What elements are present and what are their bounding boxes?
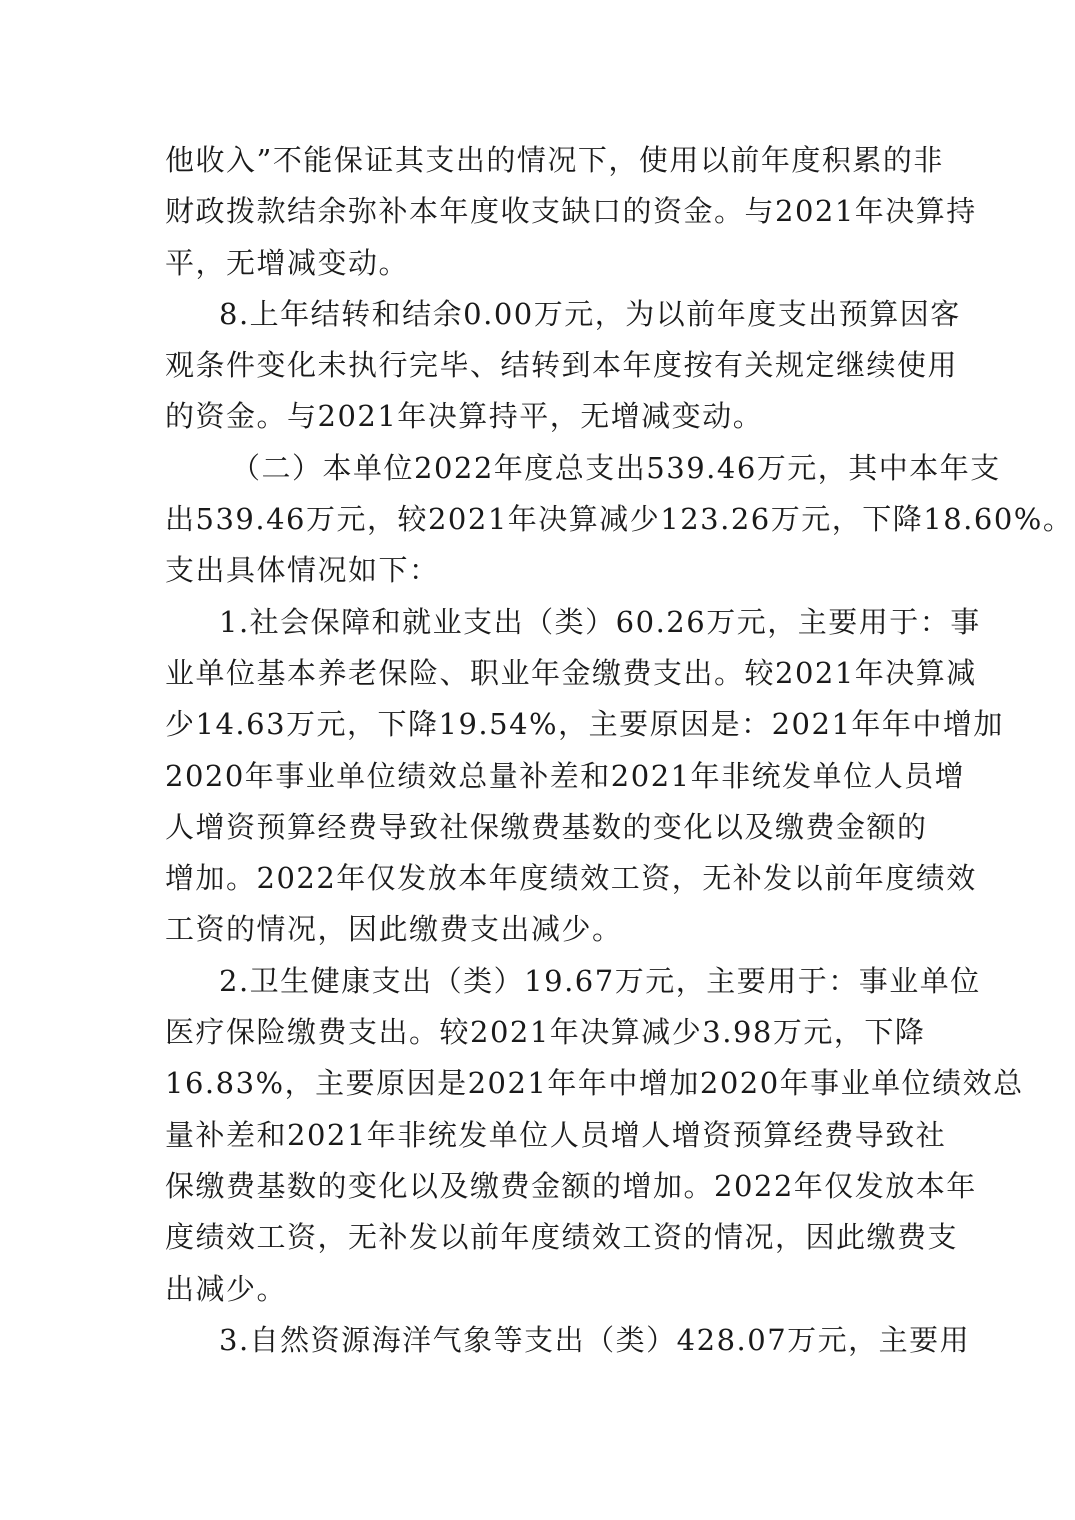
- text-line: 度绩效工资，无补发以前年度绩效工资的情况，因此缴费支: [165, 1220, 959, 1255]
- body-text: [165, 135, 1074, 1366]
- text-line: 保缴费基数的变化以及缴费金额的增加。2022年仅发放本年: [165, 1168, 977, 1203]
- text-line: 观条件变化未执行完毕、结转到本年度按有关规定继续使用: [165, 348, 959, 383]
- text-line: 2.卫生健康支出（类）19.67万元，主要用于：事业单位: [219, 963, 981, 998]
- text-line: 少14.63万元，下降19.54%，主要原因是：2021年年中增加: [165, 707, 1004, 742]
- text-line: 医疗保险缴费支出。较2021年决算减少3.98万元，下降: [165, 1015, 926, 1050]
- text-line: 8.上年结转和结余0.00万元，为以前年度支出预算因客: [219, 296, 961, 331]
- text-line: 16.83%，主要原因是2021年年中增加2020年事业单位绩效总: [165, 1066, 1024, 1101]
- text-line: 他收入”不能保证其支出的情况下，使用以前年度积累的非: [165, 143, 944, 177]
- text-line: 1.社会保障和就业支出（类）60.26万元，主要用于：事: [219, 604, 981, 639]
- text-line: 财政拨款结余弥补本年度收支缺口的资金。与2021年决算持: [165, 194, 977, 229]
- text-line: （二）本单位2022年度总支出539.46万元，其中本年支: [231, 450, 1001, 485]
- text-line: 平，无增减变动。: [165, 245, 410, 280]
- text-line: 的资金。与2021年决算持平，无增减变动。: [165, 399, 764, 434]
- text-line: 工资的情况，因此缴费支出减少。: [165, 912, 623, 947]
- text-line: 出539.46万元，较2021年决算减少123.26万元，下降18.60%。: [165, 502, 1074, 537]
- text-line: 3.自然资源海洋气象等支出（类）428.07万元，主要用: [219, 1322, 971, 1357]
- text-line: 增加。2022年仅发放本年度绩效工资，无补发以前年度绩效: [165, 861, 977, 896]
- text-line: 量补差和2021年非统发单位人员增人增资预算经费导致社: [165, 1117, 947, 1152]
- text-line: 2020年事业单位绩效总量补差和2021年非统发单位人员增: [165, 758, 966, 793]
- text-line: 业单位基本养老保险、职业年金缴费支出。较2021年决算减: [165, 655, 977, 690]
- text-line: 出减少。: [165, 1271, 288, 1306]
- text-line: 支出具体情况如下：: [165, 553, 440, 588]
- text-line: 人增资预算经费导致社保缴费基数的变化以及缴费金额的: [165, 809, 928, 844]
